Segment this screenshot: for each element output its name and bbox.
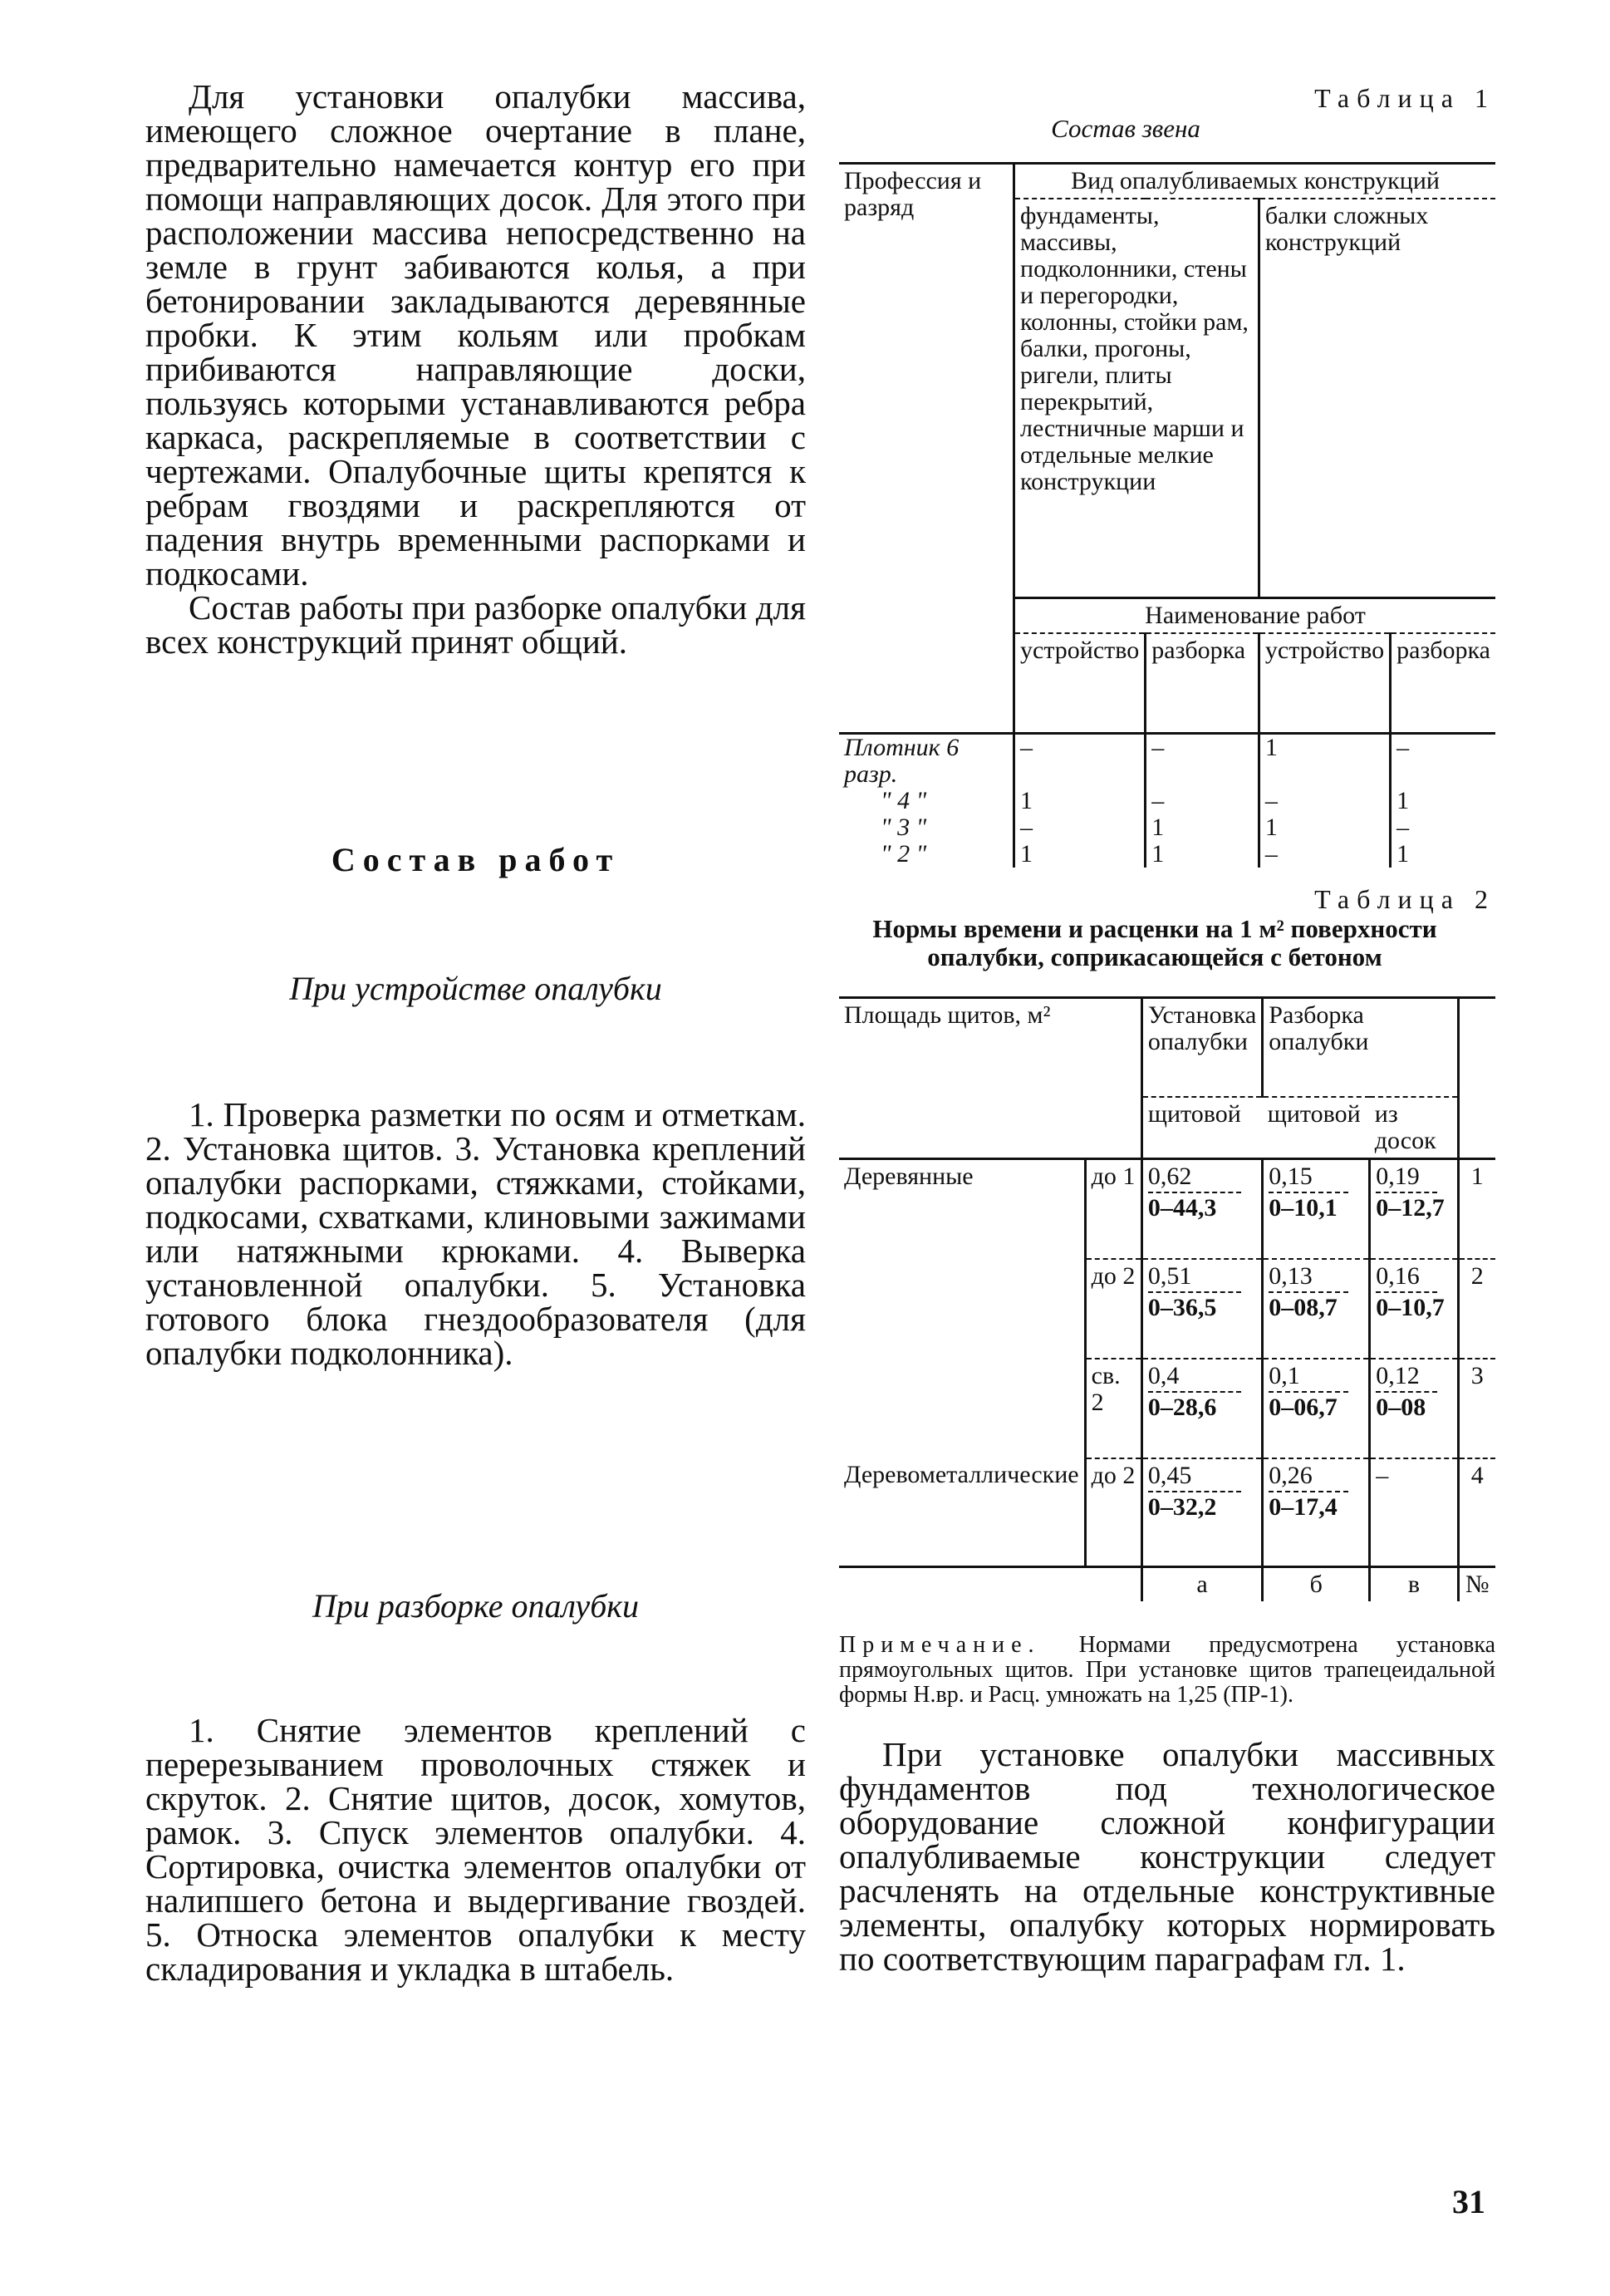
- t2-foot-num: №: [1458, 1567, 1495, 1602]
- t1-h-kind: Вид опалубливаемых конструкций: [1014, 164, 1495, 199]
- t1-h-install-2: устройство: [1259, 633, 1390, 734]
- t2-cell-a: 0,51 0–36,5: [1141, 1259, 1262, 1359]
- t2-cell-a: 0,45 0–32,2: [1141, 1458, 1262, 1567]
- t2-cell-a: 0,62 0–44,3: [1141, 1159, 1262, 1260]
- t1-cell: –: [1014, 814, 1146, 841]
- t1-h-group2: балки сложных конструкций: [1264, 202, 1429, 256]
- t1-cell: 1: [1146, 814, 1259, 841]
- t2-cell-b: 0,1 0–06,7: [1263, 1359, 1370, 1458]
- dismantle-subheading: При разборке опалубки: [312, 1587, 640, 1625]
- t1-h-dismantle-1: разборка: [1146, 633, 1259, 734]
- t2-foot-b: б: [1263, 1567, 1370, 1602]
- t1-h-profession: Профессия и разряд: [839, 164, 1014, 634]
- t2-cell-c: 0,19 0–12,7: [1370, 1159, 1458, 1260]
- t2-cell-c: 0,12 0–08: [1370, 1359, 1458, 1458]
- t2-area: до 1: [1085, 1159, 1141, 1260]
- page-number: 31: [1452, 2183, 1485, 2220]
- t1-cell: 1: [1259, 814, 1390, 841]
- t1-cell: –: [1259, 788, 1390, 814]
- t1-h-dismantle-2: разборка: [1396, 637, 1490, 664]
- section-heading: Состав работ: [331, 841, 621, 878]
- t2-h-area: Площадь щитов, м²: [839, 998, 1141, 1098]
- t2-cell-b: 0,15 0–10,1: [1263, 1159, 1370, 1260]
- t2-group-wood: Деревянные: [839, 1159, 1085, 1459]
- right-paragraph: При установке опалубки массивных фундаментов под технологическое оборудование сложной конфигурации опалубливаемые конструкции следует расчленять на отдельные конструктивные элементы, опалубку которых нормировать по соответствующим параграфам гл. 1.: [839, 1735, 1495, 1978]
- t1-cell: 1: [1259, 734, 1390, 789]
- dismantle-note-paragraph: Состав работы при разборке опалубки для всех конструкций принят общий.: [145, 588, 806, 661]
- t1-h-group1: фундаменты, массивы, подколонники, стены и перегородки, колонны, стойки рам, балки, прогоны, ригели, плиты перекрытий, лестничные марши и отдельные мелкие конструкции: [1014, 199, 1259, 598]
- table1: [839, 162, 1495, 868]
- left-column: [145, 77, 806, 1988]
- t1-h-install-1: устройство: [1014, 633, 1146, 734]
- t1-row-label-0: Плотник 6 разр.: [839, 734, 1014, 789]
- t1-cell: –: [1014, 734, 1146, 789]
- t2-area: до 2: [1085, 1458, 1141, 1567]
- t2-area: св. 2: [1085, 1359, 1141, 1458]
- t1-cell: 1: [1014, 788, 1146, 814]
- install-subheading: При устройстве опалубки: [289, 970, 662, 1007]
- table1-caption: Состав звена: [1051, 114, 1200, 143]
- t2-row-num: 2: [1458, 1259, 1495, 1359]
- table2-number: Таблица 2: [1314, 884, 1495, 914]
- t1-cell: –: [1396, 814, 1410, 841]
- note-text: Нормами предусмотрена установка прямоугольных щитов. При установке щитов трапецеидальной формы Н.вр. и Расц. умножать на 1,25 (ПР-1).: [839, 1632, 1496, 1708]
- t2-h-shield2: щитовой: [1267, 1100, 1361, 1128]
- dismantle-steps: 1. Снятие элементов креплений с перерезыванием проволочных стяжек и скруток. 2. Снятие щитов, досок, хомутов, рамок. 3. Спуск элементов опалубки. 4. Сортировка, очистка элементов опалубки от налипшего бетона и выдергивание гвоздей. 5. Относка элементов опалубки к месту складирования и укладка в штабель.: [145, 1711, 806, 1988]
- right-column: [839, 83, 1495, 1976]
- table2: [839, 996, 1495, 1601]
- t1-cell: 1: [1014, 841, 1146, 868]
- t2-cell-b: 0,13 0–08,7: [1263, 1259, 1370, 1359]
- t2-row-num: 3: [1458, 1359, 1495, 1458]
- t2-cell-c: –: [1370, 1458, 1458, 1567]
- t2-foot-c: в: [1370, 1567, 1458, 1602]
- table2-note: [839, 1633, 1495, 1708]
- t2-h-shield1: щитовой: [1147, 1100, 1241, 1128]
- t2-row-num: 4: [1470, 1462, 1484, 1489]
- t2-cell-a: 0,4 0–28,6: [1141, 1359, 1262, 1458]
- note-label: Примечание.: [839, 1632, 1041, 1658]
- t1-cell: 1: [1396, 787, 1410, 814]
- t1-cell: –: [1391, 734, 1495, 789]
- table1-number: Таблица 1: [1314, 83, 1495, 113]
- install-steps: 1. Проверка разметки по осям и отметкам. 2. Установка щитов. 3. Установка креплений опалубки распорками, стяжками, стойками, подкосами, схватками, клиновыми зажимами или натяжными крюками. 4. Выверка установленной опалубки. 5. Установка готового блока гнездообразователя (для опалубки подколонника).: [145, 1095, 806, 1372]
- t2-h-dismantle: Разборка опалубки: [1263, 998, 1458, 1098]
- t2-foot-a: а: [1141, 1567, 1262, 1602]
- t1-cell: –: [1146, 734, 1259, 789]
- t2-cell-b: 0,26 0–17,4: [1263, 1458, 1370, 1567]
- t2-h-install: Установка опалубки: [1141, 998, 1262, 1098]
- t2-h-boards: из досок: [1370, 1097, 1458, 1159]
- t1-row-label-1: " 4 ": [839, 788, 1014, 814]
- intro-paragraph: Для установки опалубки массива, имеющего сложное очертание в плане, предварительно намечается контур его при помощи направляющих досок. Для этого при расположении массива непосредственно на земле в грунт забиваются колья, а при бетонировании закладываются деревянные пробки. К этим кольям или пробкам прибиваются направляющие доски, пользуясь которыми устанавливаются ребра каркаса, раскрепляемые в соответствии с чертежами. Опалубочные щиты крепятся к ребрам гвоздями и раскрепляются от падения внутрь временными распорками и подкосами.: [145, 77, 806, 592]
- t1-h-works: Наименование работ: [1014, 598, 1495, 634]
- t1-cell: –: [1146, 788, 1259, 814]
- t2-cell-c: 0,16 0–10,7: [1370, 1259, 1458, 1359]
- table2-caption: Нормы времени и расценки на 1 м² поверхности опалубки, соприкасающейся с бетоном: [872, 914, 1437, 971]
- t1-cell: 1: [1146, 841, 1259, 868]
- t2-row-num: 1: [1458, 1159, 1495, 1260]
- t2-group-woodmetal: Деревометаллические: [839, 1458, 1085, 1567]
- t1-cell: 1: [1396, 840, 1410, 868]
- t2-area: до 2: [1085, 1259, 1141, 1359]
- t1-row-label-2: " 3 ": [839, 814, 1014, 841]
- t1-cell: –: [1259, 841, 1390, 868]
- t1-row-label-3: " 2 ": [839, 841, 1014, 868]
